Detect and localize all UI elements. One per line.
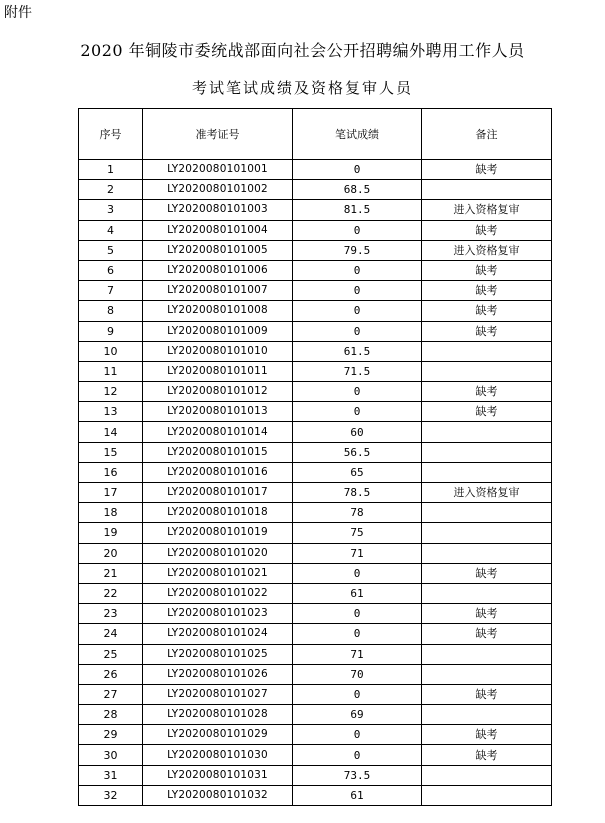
cell-remark bbox=[422, 503, 552, 523]
cell-seq: 30 bbox=[79, 745, 143, 765]
document-title: 2020 年铜陵市委统战部面向社会公开招聘编外聘用工作人员 bbox=[80, 41, 525, 60]
cell-score: 71 bbox=[293, 543, 422, 563]
cell-exam-id: LY2020080101002 bbox=[143, 180, 293, 200]
table-row bbox=[79, 321, 552, 341]
cell-exam-id: LY2020080101005 bbox=[143, 240, 293, 260]
cell-exam-id: LY2020080101025 bbox=[143, 644, 293, 664]
cell-remark: 缺考 bbox=[422, 745, 552, 765]
header-exam-id: 准考证号 bbox=[143, 109, 293, 160]
cell-seq: 12 bbox=[79, 382, 143, 402]
cell-exam-id: LY2020080101019 bbox=[143, 523, 293, 543]
cell-exam-id: LY2020080101007 bbox=[143, 281, 293, 301]
cell-exam-id: LY2020080101006 bbox=[143, 260, 293, 280]
cell-remark bbox=[422, 644, 552, 664]
cell-remark: 缺考 bbox=[422, 604, 552, 624]
cell-score: 61.5 bbox=[293, 341, 422, 361]
cell-remark: 缺考 bbox=[422, 382, 552, 402]
table-row bbox=[79, 785, 552, 805]
cell-exam-id: LY2020080101023 bbox=[143, 604, 293, 624]
table-header bbox=[79, 109, 552, 160]
cell-seq: 13 bbox=[79, 402, 143, 422]
cell-exam-id: LY2020080101011 bbox=[143, 361, 293, 381]
table-row bbox=[79, 281, 552, 301]
cell-seq: 22 bbox=[79, 583, 143, 603]
header-remark: 备注 bbox=[422, 109, 552, 160]
cell-score: 0 bbox=[293, 382, 422, 402]
header-seq: 序号 bbox=[79, 109, 143, 160]
cell-score: 61 bbox=[293, 785, 422, 805]
cell-seq: 32 bbox=[79, 785, 143, 805]
cell-score: 0 bbox=[293, 260, 422, 280]
cell-remark bbox=[422, 361, 552, 381]
cell-seq: 23 bbox=[79, 604, 143, 624]
cell-score: 0 bbox=[293, 402, 422, 422]
cell-score: 70 bbox=[293, 664, 422, 684]
cell-remark: 缺考 bbox=[422, 220, 552, 240]
cell-exam-id: LY2020080101009 bbox=[143, 321, 293, 341]
cell-remark bbox=[422, 462, 552, 482]
cell-score: 81.5 bbox=[293, 200, 422, 220]
cell-seq: 26 bbox=[79, 664, 143, 684]
table-row bbox=[79, 624, 552, 644]
cell-exam-id: LY2020080101014 bbox=[143, 422, 293, 442]
cell-remark: 进入资格复审 bbox=[422, 483, 552, 503]
table-row bbox=[79, 200, 552, 220]
cell-score: 68.5 bbox=[293, 180, 422, 200]
cell-score: 69 bbox=[293, 705, 422, 725]
cell-score: 61 bbox=[293, 583, 422, 603]
cell-seq: 6 bbox=[79, 260, 143, 280]
table-row bbox=[79, 705, 552, 725]
table-row bbox=[79, 442, 552, 462]
cell-seq: 24 bbox=[79, 624, 143, 644]
document-subtitle: 考试笔试成绩及资格复审人员 bbox=[191, 79, 413, 97]
cell-score: 0 bbox=[293, 301, 422, 321]
cell-seq: 8 bbox=[79, 301, 143, 321]
table-body bbox=[79, 160, 552, 806]
cell-remark: 缺考 bbox=[422, 301, 552, 321]
cell-remark bbox=[422, 341, 552, 361]
cell-seq: 11 bbox=[79, 361, 143, 381]
cell-seq: 29 bbox=[79, 725, 143, 745]
attachment-label: 附件 bbox=[4, 5, 32, 21]
table-row bbox=[79, 644, 552, 664]
cell-exam-id: LY2020080101028 bbox=[143, 705, 293, 725]
cell-remark: 缺考 bbox=[422, 624, 552, 644]
cell-exam-id: LY2020080101003 bbox=[143, 200, 293, 220]
table-row bbox=[79, 725, 552, 745]
header-row bbox=[79, 109, 552, 160]
cell-seq: 17 bbox=[79, 483, 143, 503]
cell-seq: 14 bbox=[79, 422, 143, 442]
cell-exam-id: LY2020080101027 bbox=[143, 684, 293, 704]
cell-score: 0 bbox=[293, 563, 422, 583]
cell-seq: 19 bbox=[79, 523, 143, 543]
cell-score: 79.5 bbox=[293, 240, 422, 260]
cell-remark: 缺考 bbox=[422, 260, 552, 280]
cell-remark: 缺考 bbox=[422, 281, 552, 301]
cell-score: 56.5 bbox=[293, 442, 422, 462]
cell-remark bbox=[422, 705, 552, 725]
cell-remark: 缺考 bbox=[422, 563, 552, 583]
cell-remark: 缺考 bbox=[422, 684, 552, 704]
table-row bbox=[79, 765, 552, 785]
cell-score: 78.5 bbox=[293, 483, 422, 503]
cell-score: 0 bbox=[293, 604, 422, 624]
cell-remark bbox=[422, 523, 552, 543]
cell-remark: 缺考 bbox=[422, 725, 552, 745]
table-row bbox=[79, 664, 552, 684]
cell-exam-id: LY2020080101024 bbox=[143, 624, 293, 644]
cell-score: 65 bbox=[293, 462, 422, 482]
table-row bbox=[79, 462, 552, 482]
cell-score: 75 bbox=[293, 523, 422, 543]
table-row bbox=[79, 341, 552, 361]
table-row bbox=[79, 583, 552, 603]
cell-seq: 31 bbox=[79, 765, 143, 785]
table-row bbox=[79, 684, 552, 704]
cell-remark bbox=[422, 180, 552, 200]
cell-seq: 5 bbox=[79, 240, 143, 260]
cell-exam-id: LY2020080101013 bbox=[143, 402, 293, 422]
cell-remark bbox=[422, 543, 552, 563]
cell-score: 71 bbox=[293, 644, 422, 664]
cell-seq: 2 bbox=[79, 180, 143, 200]
cell-score: 0 bbox=[293, 321, 422, 341]
table-row bbox=[79, 301, 552, 321]
cell-remark bbox=[422, 765, 552, 785]
cell-seq: 25 bbox=[79, 644, 143, 664]
table-row bbox=[79, 260, 552, 280]
table-row bbox=[79, 523, 552, 543]
cell-score: 0 bbox=[293, 281, 422, 301]
cell-remark: 缺考 bbox=[422, 160, 552, 180]
cell-remark: 进入资格复审 bbox=[422, 200, 552, 220]
table-row bbox=[79, 563, 552, 583]
table-row bbox=[79, 160, 552, 180]
cell-seq: 4 bbox=[79, 220, 143, 240]
cell-remark: 进入资格复审 bbox=[422, 240, 552, 260]
cell-score: 73.5 bbox=[293, 765, 422, 785]
cell-remark bbox=[422, 583, 552, 603]
cell-seq: 7 bbox=[79, 281, 143, 301]
cell-exam-id: LY2020080101032 bbox=[143, 785, 293, 805]
cell-exam-id: LY2020080101020 bbox=[143, 543, 293, 563]
cell-exam-id: LY2020080101001 bbox=[143, 160, 293, 180]
table-row bbox=[79, 422, 552, 442]
cell-exam-id: LY2020080101021 bbox=[143, 563, 293, 583]
cell-exam-id: LY2020080101018 bbox=[143, 503, 293, 523]
cell-exam-id: LY2020080101029 bbox=[143, 725, 293, 745]
table-row bbox=[79, 745, 552, 765]
cell-seq: 9 bbox=[79, 321, 143, 341]
table-row bbox=[79, 361, 552, 381]
cell-seq: 27 bbox=[79, 684, 143, 704]
cell-remark bbox=[422, 422, 552, 442]
cell-seq: 20 bbox=[79, 543, 143, 563]
cell-score: 71.5 bbox=[293, 361, 422, 381]
cell-remark bbox=[422, 442, 552, 462]
cell-score: 0 bbox=[293, 745, 422, 765]
table-row bbox=[79, 382, 552, 402]
cell-exam-id: LY2020080101026 bbox=[143, 664, 293, 684]
cell-exam-id: LY2020080101008 bbox=[143, 301, 293, 321]
cell-seq: 15 bbox=[79, 442, 143, 462]
table-row bbox=[79, 604, 552, 624]
cell-exam-id: LY2020080101031 bbox=[143, 765, 293, 785]
cell-exam-id: LY2020080101004 bbox=[143, 220, 293, 240]
cell-remark bbox=[422, 664, 552, 684]
cell-seq: 10 bbox=[79, 341, 143, 361]
cell-score: 78 bbox=[293, 503, 422, 523]
table-row bbox=[79, 543, 552, 563]
cell-seq: 16 bbox=[79, 462, 143, 482]
table-row bbox=[79, 402, 552, 422]
cell-remark: 缺考 bbox=[422, 402, 552, 422]
cell-exam-id: LY2020080101012 bbox=[143, 382, 293, 402]
cell-score: 0 bbox=[293, 684, 422, 704]
cell-exam-id: LY2020080101010 bbox=[143, 341, 293, 361]
cell-seq: 28 bbox=[79, 705, 143, 725]
cell-score: 60 bbox=[293, 422, 422, 442]
cell-remark: 缺考 bbox=[422, 321, 552, 341]
table-row bbox=[79, 503, 552, 523]
table-row bbox=[79, 483, 552, 503]
cell-exam-id: LY2020080101030 bbox=[143, 745, 293, 765]
header-score: 笔试成绩 bbox=[293, 109, 422, 160]
cell-score: 0 bbox=[293, 220, 422, 240]
cell-score: 0 bbox=[293, 160, 422, 180]
cell-exam-id: LY2020080101015 bbox=[143, 442, 293, 462]
cell-score: 0 bbox=[293, 624, 422, 644]
table-row bbox=[79, 240, 552, 260]
cell-seq: 3 bbox=[79, 200, 143, 220]
cell-remark bbox=[422, 785, 552, 805]
cell-exam-id: LY2020080101017 bbox=[143, 483, 293, 503]
table-row bbox=[79, 220, 552, 240]
cell-exam-id: LY2020080101022 bbox=[143, 583, 293, 603]
results-table bbox=[78, 108, 552, 806]
cell-seq: 1 bbox=[79, 160, 143, 180]
cell-exam-id: LY2020080101016 bbox=[143, 462, 293, 482]
cell-seq: 21 bbox=[79, 563, 143, 583]
cell-seq: 18 bbox=[79, 503, 143, 523]
cell-score: 0 bbox=[293, 725, 422, 745]
table-row bbox=[79, 180, 552, 200]
